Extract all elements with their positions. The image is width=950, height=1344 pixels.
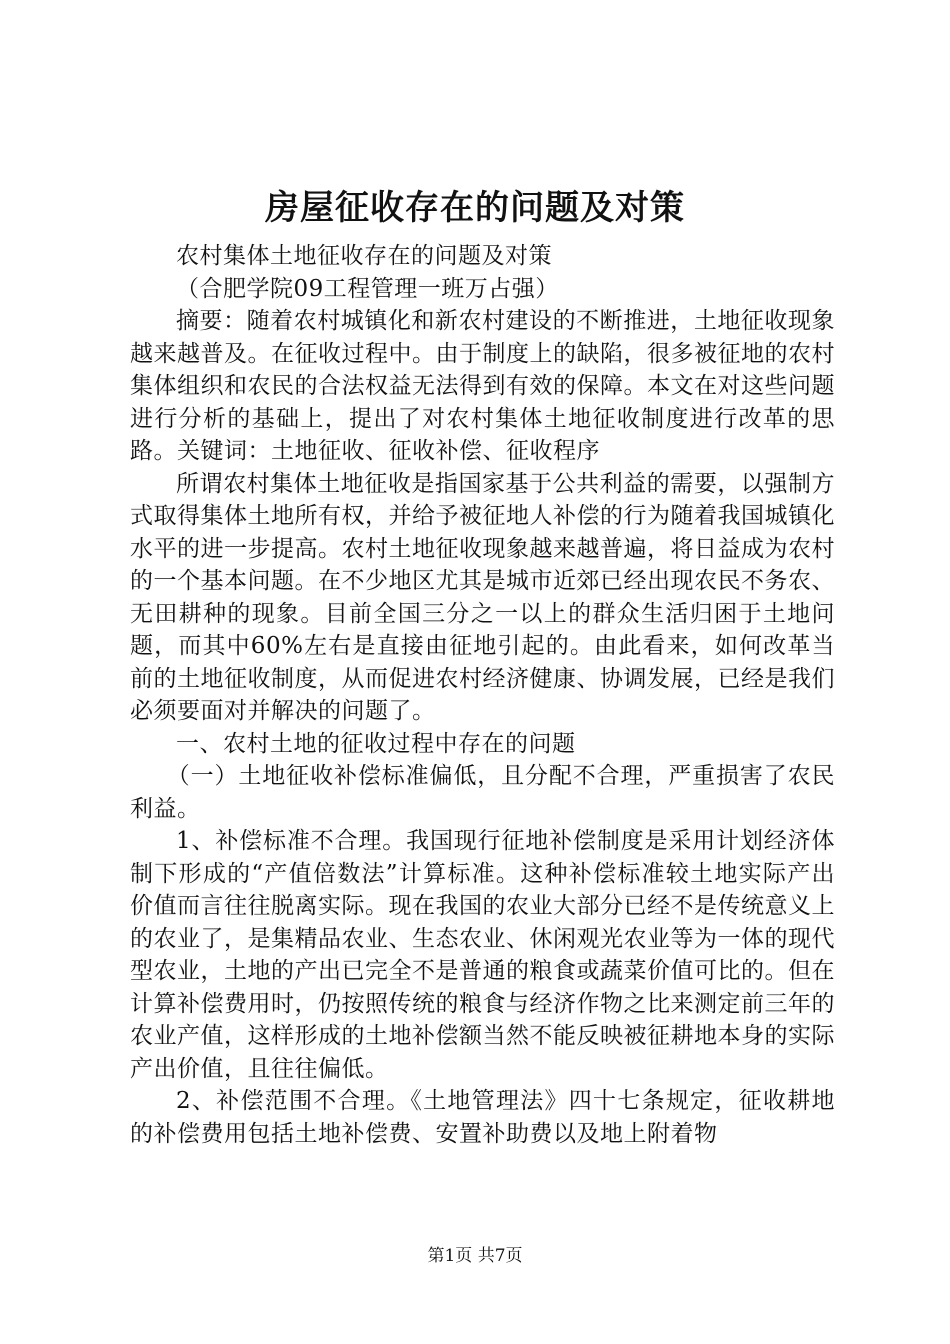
subsection-heading: （一）土地征收补偿标准偏低，且分配不合理，严重损害了农民利益。 — [130, 763, 835, 822]
section-heading: 一、农村土地的征收过程中存在的问题 — [176, 730, 576, 757]
document-title: 房屋征收存在的问题及对策 — [265, 188, 685, 228]
author-paragraph: （合肥学院09工程管理一班万占强） — [176, 275, 559, 302]
body-paragraph: 所谓农村集体土地征收是指国家基于公共利益的需要，以强制方式取得集体土地所有权，并给予被征地人补偿的行为随着我国城镇化水平的进一步提高。农村土地征收现象越来越普遍，将日益成为农村的一个基本问题。在不少地区尤其是城市近郊已经出现农民不务农、无田耕种的现象。目前全国三分之一以上的群众生活归困于土地问题，而其中60%左右是直接由征地引起的。由此看来，如何改革当前的土地征收制度，从而促进农村经济健康、协调发展，已经是我们必须要面对并解决的问题了。 — [130, 470, 835, 724]
document-body — [130, 240, 835, 1150]
body-paragraph: 2、补偿范围不合理。《土地管理法》四十七条规定，征收耕地的补偿费用包括土地补偿费、安置补助费以及地上附着物 — [130, 1088, 835, 1147]
body-paragraph: 1、补偿标准不合理。我国现行征地补偿制度是采用计划经济体制下形成的“产值倍数法”计算标准。这种补偿标准较土地实际产出价值而言往往脱离实际。现在我国的农业大部分已经不是传统意义上的农业了，是集精品农业、生态农业、休闲观光农业等为一体的现代型农业，土地的产出已完全不是普通的粮食或蔬菜价值可比的。但在计算补偿费用时，仍按照传统的粮食与经济作物之比来测定前三年的农业产值，这样形成的土地补偿额当然不能反映被征耕地本身的实际产出价值，且往往偏低。 — [130, 828, 835, 1082]
page-footer: 第1页 共7页 — [427, 1246, 523, 1266]
subtitle-paragraph: 农村集体土地征收存在的问题及对策 — [176, 243, 552, 269]
abstract-paragraph: 摘要：随着农村城镇化和新农村建设的不断推进，土地征收现象越来越普及。在征收过程中。由于制度上的缺陷，很多被征地的农村集体组织和农民的合法权益无法得到有效的保障。本文在对这些问题进行分析的基础上，提出了对农村集体土地征收制度进行改革的思路。关键词：土地征收、征收补偿、征收程序 — [130, 308, 835, 464]
